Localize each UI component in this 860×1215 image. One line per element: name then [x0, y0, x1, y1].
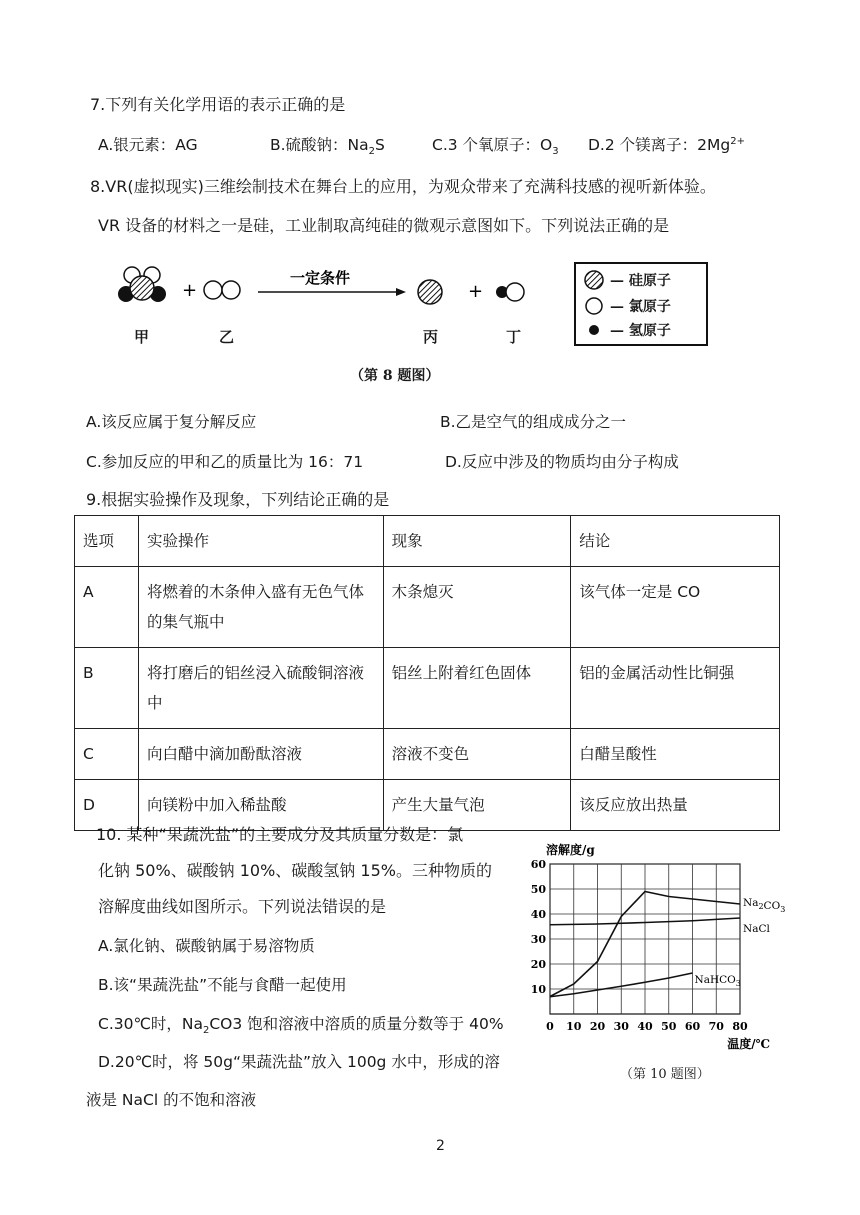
molecule-bing: [418, 280, 442, 304]
header-phenomenon: 现象: [383, 516, 571, 567]
table-row: [75, 567, 780, 648]
row-c-phenomenon: 溶液不变色: [383, 729, 571, 780]
label-bing: 丙: [423, 328, 439, 346]
y-tick-label: 50: [530, 883, 546, 896]
y-axis-label: 溶解度/g: [546, 843, 595, 857]
legend-hydrogen: — 氢原子: [610, 323, 671, 339]
q8-option-b: B.乙是空气的组成成分之一: [440, 413, 627, 431]
molecule-yi: [204, 281, 240, 299]
q8-option-c: C.参加反应的甲和乙的质量比为 16：71: [86, 453, 364, 471]
x-tick-label: 40: [637, 1020, 653, 1033]
series-label-na2co3: $Na_2CO_3$: [743, 897, 786, 914]
q9-stem: 9.根据实验操作及现象，下列结论正确的是: [86, 490, 390, 509]
reaction-diagram: [110, 262, 570, 352]
row-a-option: A: [75, 567, 139, 648]
series-label-nahco3: NaHCO$_3$: [694, 974, 741, 988]
q7-stem: 7.下列有关化学用语的表示正确的是: [90, 95, 346, 114]
q10-option-c: C.30℃时，$Na_2CO3$ 饱和溶液中溶质的质量分数等于 40%: [98, 1015, 504, 1037]
row-b-phenomenon: 铝丝上附着红色固体: [383, 648, 571, 729]
table-header-row: [75, 516, 780, 567]
q10-caption: （第 10 题图）: [620, 1067, 710, 1082]
q10-option-b: B.该“果蔬洗盐”不能与食醋一起使用: [98, 976, 347, 994]
row-a-phenomenon: 木条熄灭: [383, 567, 571, 648]
solubility-chart: [528, 836, 786, 1061]
row-d-option: D: [75, 780, 139, 831]
row-d-operation: 向镁粉中加入稀盐酸: [138, 780, 383, 831]
y-tick-label: 30: [530, 933, 546, 946]
q8-caption: （第 8 题图）: [350, 368, 440, 384]
x-tick-label: 60: [684, 1020, 701, 1033]
x-axis-label: 温度/℃: [727, 1037, 770, 1051]
row-a-conclusion: 该气体一定是 CO: [571, 567, 780, 648]
header-operation: 实验操作: [138, 516, 383, 567]
q8-stem-line1: 8.VR(虚拟现实)三维绘制技术在舞台上的应用，为观众带来了充满科技感的视听新体验。: [90, 177, 716, 196]
q10-option-a: A.氯化钠、碳酸钠属于易溶物质: [98, 937, 315, 955]
table-row: [75, 729, 780, 780]
x-tick-label: 20: [589, 1020, 606, 1033]
legend-silicon: — 硅原子: [610, 273, 671, 289]
row-b-operation: 将打磨后的铝丝浸入硫酸铜溶液中: [138, 648, 383, 729]
q9-table: [74, 515, 780, 831]
row-b-conclusion: 铝的金属活动性比铜强: [571, 648, 780, 729]
q10-stem-line1: 10. 某种“果蔬洗盐”的主要成分及其质量分数是：氯: [96, 825, 464, 844]
reaction-condition: 一定条件: [290, 269, 351, 287]
table-row: [75, 648, 780, 729]
row-b-option: B: [75, 648, 139, 729]
svg-text:+: +: [468, 281, 484, 302]
q8-option-a: A.该反应属于复分解反应: [86, 413, 257, 431]
molecule-jia: [118, 267, 166, 302]
label-yi: 乙: [219, 328, 235, 346]
q7-option-c: C.3 个氧原子：$O_3$: [432, 136, 559, 158]
row-d-phenomenon: 产生大量气泡: [383, 780, 571, 831]
q8-stem-line2: VR 设备的材料之一是硅，工业制取高纯硅的微观示意图如下。下列说法正确的是: [98, 216, 670, 235]
series-label-nacl: NaCl: [743, 923, 770, 935]
page-number: 2: [436, 1138, 445, 1154]
x-tick-label: 70: [708, 1020, 724, 1033]
x-tick-label: 10: [566, 1020, 582, 1033]
y-tick-label: 10: [530, 983, 546, 996]
q10-option-d-line2: 液是 NaCl 的不饱和溶液: [86, 1091, 257, 1109]
row-a-operation: 将燃着的木条伸入盛有无色气体的集气瓶中: [138, 567, 383, 648]
svg-text:+: +: [182, 280, 198, 301]
molecule-ding: [496, 283, 524, 301]
y-tick-label: 60: [530, 858, 546, 871]
x-tick-label: 50: [661, 1020, 677, 1033]
x-tick-label: 30: [613, 1020, 629, 1033]
q10-stem-line2: 化钠 50%、碳酸钠 10%、碳酸氢钠 15%。三种物质的: [98, 861, 492, 880]
row-c-conclusion: 白醋呈酸性: [571, 729, 780, 780]
x-tick-label: 0: [546, 1020, 554, 1033]
q10-stem-line3: 溶解度曲线如图所示。下列说法错误的是: [98, 897, 387, 916]
x-tick-label: 80: [732, 1020, 748, 1033]
q8-option-d: D.反应中涉及的物质均由分子构成: [445, 453, 679, 471]
header-conclusion: 结论: [571, 516, 780, 567]
y-tick-label: 20: [530, 958, 546, 971]
q10-option-d-line1: D.20℃时，将 50g“果蔬洗盐”放入 100g 水中，形成的溶: [98, 1053, 500, 1071]
label-ding: 丁: [506, 328, 522, 346]
q7-option-a: A.银元素：AG: [98, 136, 198, 154]
q7-option-d: D.2 个镁离子：$2Mg^{2+}$: [588, 135, 745, 154]
atom-legend: [574, 262, 708, 346]
row-c-operation: 向白醋中滴加酚酞溶液: [138, 729, 383, 780]
header-option: 选项: [75, 516, 139, 567]
row-d-conclusion: 该反应放出热量: [571, 780, 780, 831]
q7-option-b: B.硫酸钠：$Na_2S$: [270, 136, 385, 158]
y-tick-label: 40: [530, 908, 546, 921]
label-jia: 甲: [134, 328, 150, 346]
row-c-option: C: [75, 729, 139, 780]
legend-chlorine: — 氯原子: [610, 299, 671, 315]
